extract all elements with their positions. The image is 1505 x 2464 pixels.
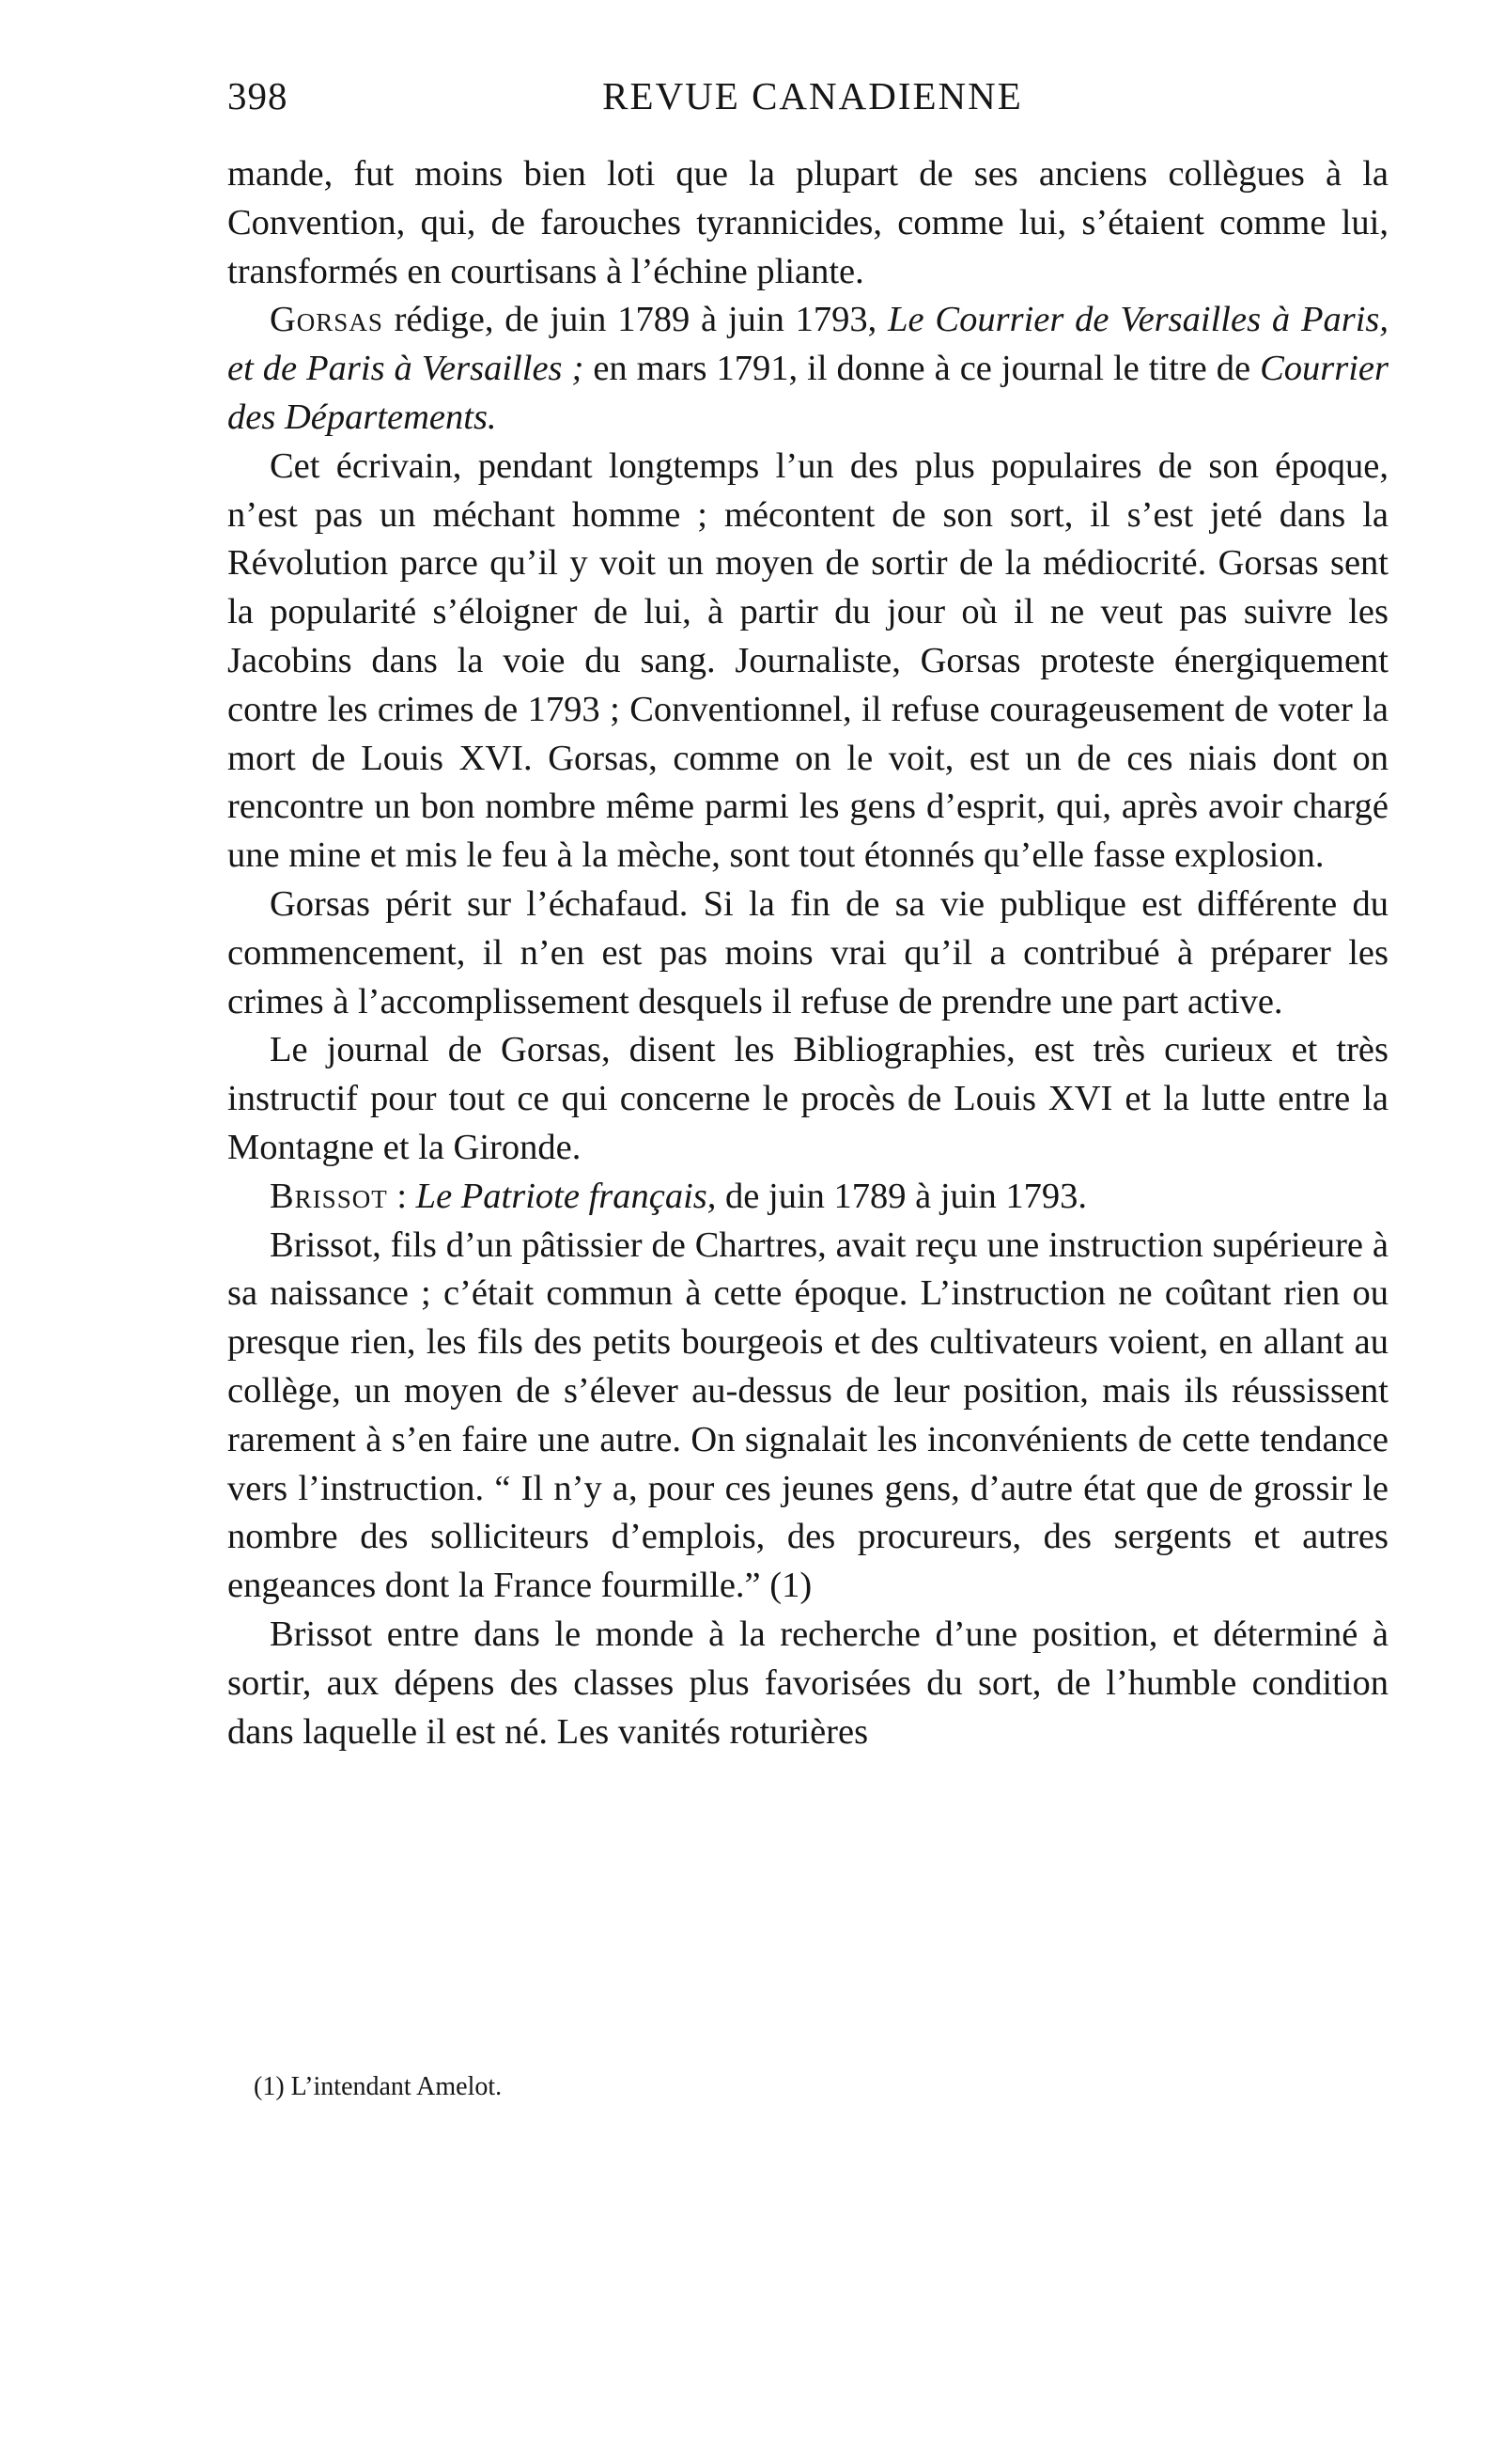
running-title: REVUE CANADIENNE xyxy=(602,74,1023,117)
footnote: (1) L’intendant Amelot. xyxy=(254,2072,503,2101)
journal-title-italic: Courrier des Départements. xyxy=(227,349,1389,437)
body-text xyxy=(227,150,1389,1756)
name-smallcaps: Brissot xyxy=(270,1176,388,1216)
text-segment: rédige, de juin 1789 à juin 1793, xyxy=(382,300,889,340)
paragraph-gorsas-journal xyxy=(227,296,1389,442)
paragraph-brissot-education: Brissot, fils d’un pâtissier de Chartres, avait reçu une instruction supérieure à sa naissance ; c’était commun à cette époque. L’instruction ne coûtant rien ou presque rien, les fils des petits bourgeois et des cultivateurs voient, en allant au collège, un moyen de s’élever au-dessus de leur position, mais ils réussissent rarement à s’en faire une autre. On signalait les inconvénients de cette tendance vers l’instruction. “ Il n’y a, pour ces jeunes gens, d’autre état que de grossir le nombre des solliciteurs d’emplois, des procureurs, des sergents et autres engeances dont la France fourmille.” (1) xyxy=(227,1224,1389,1606)
text-segment: en mars 1791, il donne à ce journal le titre de xyxy=(583,349,1261,389)
text-segment: de juin 1789 à juin 1793. xyxy=(716,1176,1087,1216)
paragraph-continuation: mande, fut moins bien loti que la plupart de ses anciens collègues à la Convention, qui, de farouches tyrannicides, comme lui, s’étaient comme lui, transformés en courtisans à l’échine pliante. xyxy=(227,154,1389,291)
paragraph-brissot-ambition: Brissot entre dans le monde à la recherche d’une position, et déterminé à sortir, aux dépens des classes plus favorisées du sort, de l’humble condition dans laquelle il est né. Les vanités roturières xyxy=(227,1614,1389,1752)
journal-title-italic: Le Courrier de Versailles à Paris, et de Paris à Versailles ; xyxy=(227,300,1389,389)
journal-title-italic: Le Patriote français, xyxy=(415,1176,717,1216)
paragraph-gorsas-bibliography: Le journal de Gorsas, disent les Bibliographies, est très curieux et très instructif pour tout ce qui concerne le procès de Louis XVI et la lutte entre la Montagne et la Gironde. xyxy=(227,1030,1389,1167)
text-segment: : xyxy=(387,1176,416,1216)
name-smallcaps: Gorsas xyxy=(270,300,383,340)
paragraph-gorsas-portrait: Cet écrivain, pendant longtemps l’un des plus populaires de son époque, n’est pas un méchant homme ; mécontent de son sort, il s’est jeté dans la Révolution parce qu’il y voit un moyen de sortir de la médiocrité. Gorsas sent la popularité s’éloigner de lui, à partir du jour où il ne veut pas suivre les Jacobins dans la voie du sang. Journaliste, Gorsas proteste énergiquement contre les crimes de 1793 ; Conventionnel, il refuse courageusement de voter la mort de Louis XVI. Gorsas, comme on le voit, est un de ces niais dont on rencontre un bon nombre même parmi les gens d’esprit, qui, après avoir chargé une mine et mis le feu à la mèche, sont tout étonnés qu’elle fasse explosion. xyxy=(227,445,1389,876)
page-header xyxy=(227,68,1398,124)
page-number: 398 xyxy=(227,74,288,117)
paragraph-gorsas-death: Gorsas périt sur l’échafaud. Si la fin de sa vie publique est différente du commencement, il n’en est pas moins vrai qu’il a contribué à préparer les crimes à l’accomplissement desquels il refuse de prendre une part active. xyxy=(227,883,1389,1021)
paragraph-brissot-journal xyxy=(227,1173,1389,1222)
